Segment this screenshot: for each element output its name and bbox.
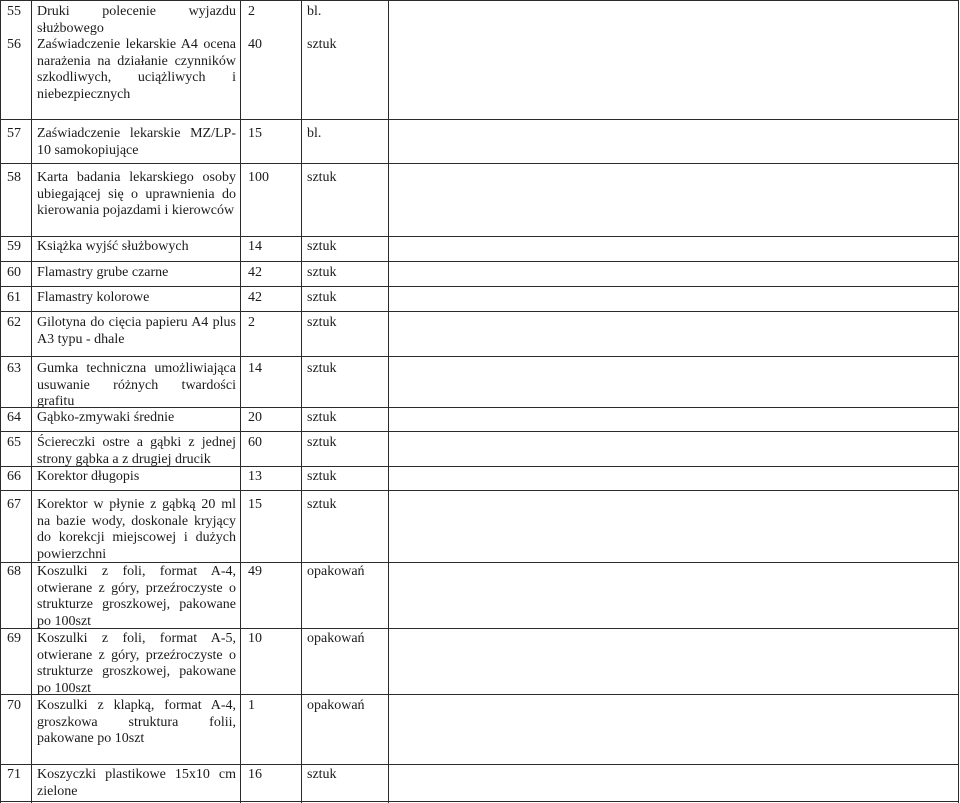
grid-line-row: [0, 311, 958, 312]
row-number: 63: [7, 361, 21, 376]
item-unit: bl.: [307, 126, 322, 141]
row-number: 64: [7, 410, 21, 425]
item-quantity: 42: [248, 265, 262, 280]
row-number: 66: [7, 469, 21, 484]
table-row: [0, 4, 960, 36]
table-row: [0, 631, 960, 697]
table-row: [0, 469, 960, 487]
item-description: Gąbko-zmywaki średnie: [37, 410, 175, 425]
item-unit: sztuk: [307, 239, 337, 254]
item-unit: bl.: [307, 4, 322, 19]
row-number: 65: [7, 435, 21, 450]
item-description: Flamastry grube czarne: [37, 265, 169, 280]
item-description: Gumka techniczna umożliwiająca usuwanie różnych twardości grafitu: [37, 361, 236, 409]
item-quantity: 15: [248, 126, 262, 141]
item-unit: sztuk: [307, 170, 337, 185]
table-row: [0, 315, 960, 349]
item-description: Karta badania lekarskiego osoby ubiegającej się o uprawnienia do kierowania pojazdami i kierowców: [37, 170, 236, 218]
item-description: Korektor długopis: [37, 469, 140, 484]
item-quantity: 14: [248, 361, 262, 376]
item-quantity: 1: [248, 698, 255, 713]
table-row: [0, 435, 960, 465]
row-number: 68: [7, 564, 21, 579]
item-unit: sztuk: [307, 497, 337, 512]
item-unit: opakowań: [307, 698, 365, 713]
row-number: 58: [7, 170, 21, 185]
item-quantity: 49: [248, 564, 262, 579]
item-quantity: 2: [248, 315, 255, 330]
item-description: Gilotyna do cięcia papieru A4 plus A3 typu - dhale: [37, 315, 236, 347]
table-row: [0, 361, 960, 409]
table-row: [0, 767, 960, 801]
grid-line-row: [0, 236, 958, 237]
row-number: 60: [7, 265, 21, 280]
row-number: 71: [7, 767, 21, 782]
item-unit: sztuk: [307, 469, 337, 484]
grid-line-row: [0, 764, 958, 765]
table-row: [0, 37, 960, 103]
row-number: 70: [7, 698, 21, 713]
item-quantity: 14: [248, 239, 262, 254]
table-row: [0, 265, 960, 283]
item-description: Książka wyjść służbowych: [37, 239, 189, 254]
row-number: 57: [7, 126, 21, 141]
item-description: Zaświadczenie lekarskie MZ/LP-10 samokopiujące: [37, 126, 236, 158]
item-description: Flamastry kolorowe: [37, 290, 150, 305]
table-row: [0, 170, 960, 236]
item-description: Koszulki z foli, format A-5, otwierane z góry, przeźroczyste o strukturze groszkowej, pakowane po 100szt: [37, 631, 236, 696]
grid-line-row: [0, 119, 958, 120]
row-number: 55: [7, 4, 21, 19]
item-quantity: 16: [248, 767, 262, 782]
table-row: [0, 564, 960, 630]
grid-line-top: [0, 0, 958, 1]
item-quantity: 13: [248, 469, 262, 484]
row-number: 62: [7, 315, 21, 330]
item-unit: sztuk: [307, 315, 337, 330]
item-description: Ściereczki ostre a gąbki z jednej strony gąbka a z drugiej drucik: [37, 435, 236, 467]
item-quantity: 2: [248, 4, 255, 19]
item-unit: sztuk: [307, 410, 337, 425]
item-unit: opakowań: [307, 564, 365, 579]
item-quantity: 100: [248, 170, 269, 185]
row-number: 67: [7, 497, 21, 512]
item-unit: sztuk: [307, 361, 337, 376]
table-row: [0, 126, 960, 160]
grid-line-row: [0, 286, 958, 287]
grid-line-row: [0, 163, 958, 164]
grid-line-bottom: [0, 801, 958, 802]
item-quantity: 10: [248, 631, 262, 646]
grid-line-row: [0, 261, 958, 262]
table-row: [0, 497, 960, 563]
item-description: Korektor w płynie z gąbką 20 ml na bazie wody, doskonale kryjący do korekcji miejscowej i dużych powierzchni: [37, 497, 236, 562]
grid-line-row: [0, 490, 958, 491]
table-row: [0, 239, 960, 257]
grid-line-row: [0, 431, 958, 432]
item-unit: sztuk: [307, 265, 337, 280]
item-quantity: 60: [248, 435, 262, 450]
item-description: Koszulki z foli, format A-4, otwierane z góry, przeźroczyste o strukturze groszkowej, pakowane po 100szt: [37, 564, 236, 629]
item-quantity: 15: [248, 497, 262, 512]
item-quantity: 20: [248, 410, 262, 425]
table-row: [0, 410, 960, 428]
row-number: 69: [7, 631, 21, 646]
item-unit: sztuk: [307, 767, 337, 782]
item-quantity: 40: [248, 37, 262, 52]
row-number: 56: [7, 37, 21, 52]
item-quantity: 42: [248, 290, 262, 305]
item-unit: sztuk: [307, 435, 337, 450]
table-row: [0, 698, 960, 748]
item-description: Druki polecenie wyjazdu służbowego: [37, 4, 236, 36]
row-number: 59: [7, 239, 21, 254]
item-description: Koszyczki plastikowe 15x10 cm zielone: [37, 767, 236, 799]
item-description: Zaświadczenie lekarskie A4 ocena narażenia na działanie czynników szkodliwych, uciążliwych i niebezpiecznych: [37, 37, 236, 102]
table-row: [0, 290, 960, 308]
grid-line-row: [0, 356, 958, 357]
item-unit: sztuk: [307, 37, 337, 52]
item-unit: sztuk: [307, 290, 337, 305]
row-number: 61: [7, 290, 21, 305]
item-description: Koszulki z klapką, format A-4, groszkowa struktura folii, pakowane po 10szt: [37, 698, 236, 746]
item-unit: opakowań: [307, 631, 365, 646]
